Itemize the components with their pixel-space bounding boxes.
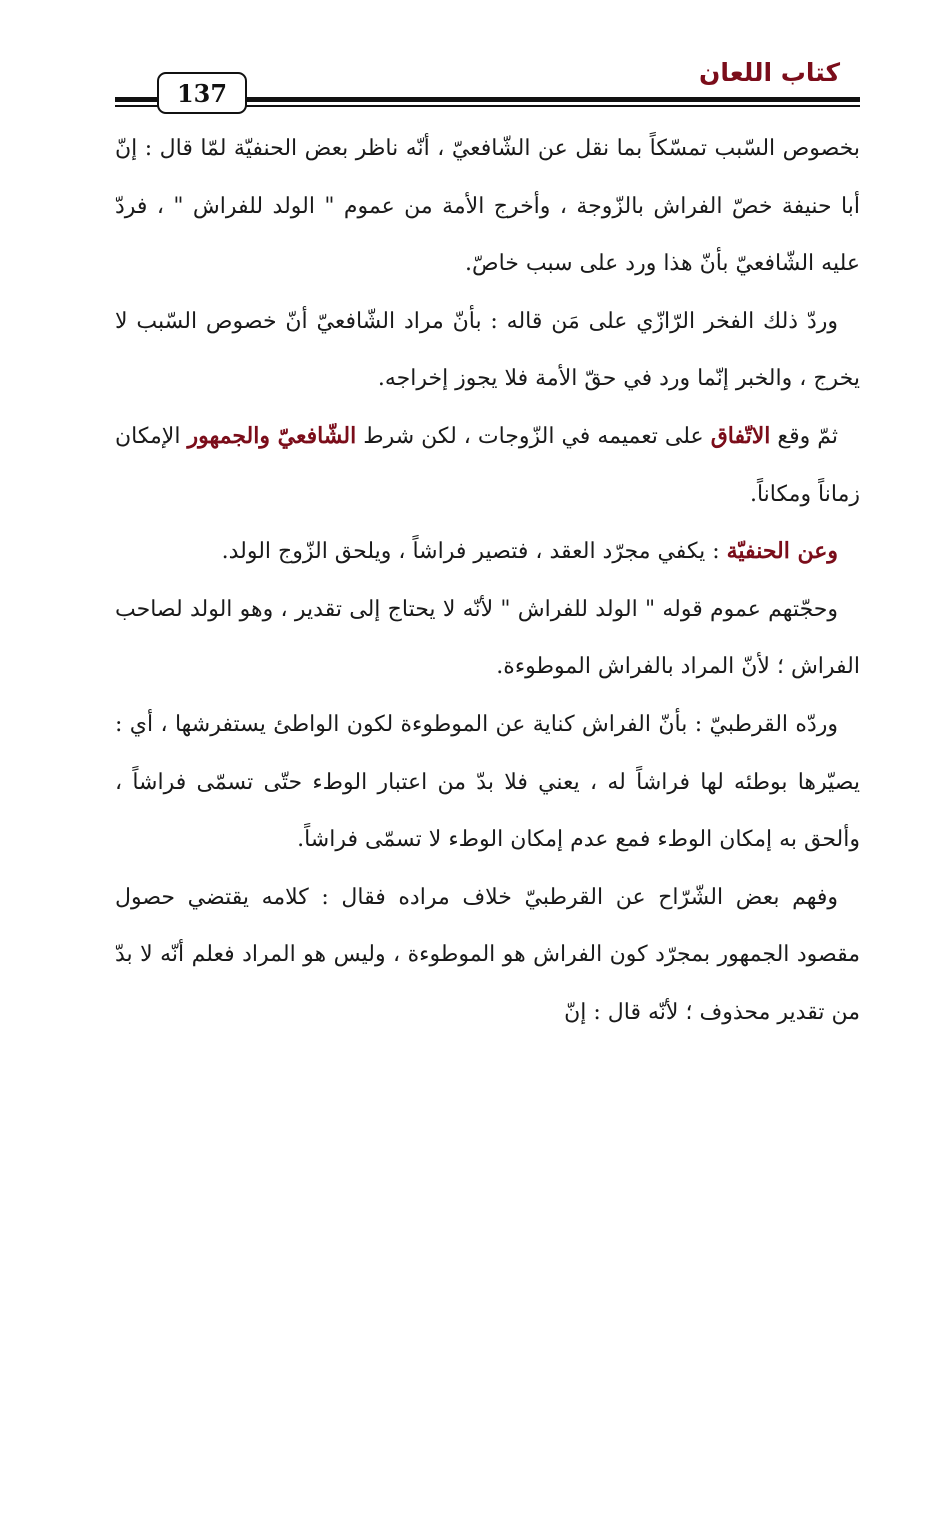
paragraph: [115, 581, 860, 696]
text-run: وردّ ذلك الفخر الرّازّي على مَن قاله : بأنّ مراد الشّافعيّ أنّ خصوص السّبب لا يخرج ، والخبر إنّما ورد في حقّ الأمة فلا يجوز إخراجه.: [115, 308, 860, 392]
paragraph: [115, 869, 860, 1042]
text-run: : يكفي مجرّد العقد ، فتصير فراشاً ، ويلحق الزّوج الولد.: [221, 539, 727, 565]
highlighted-term: الاتّفاق: [710, 422, 771, 449]
text-run: وفهم بعض الشّرّاح عن القرطبيّ خلاف مراده فقال : كلامه يقتضي حصول مقصود الجمهور بمجرّد كون الفراش هو الموطوءة ، وليس هو المراد فعلم أنّه لا بدّ من تقدير محذوف ؛ لأنّه قال : إنّ: [115, 884, 860, 1025]
text-run: وردّه القرطبيّ : بأنّ الفراش كناية عن الموطوءة لكون الواطئ يستفرشها ، أي : يصيّرها بوطئه لها فراشاً له ، يعني فلا بدّ من اعتبار الوطء حتّى تسمّى فراشاً ، وألحق به إمكان الوطء فمع عدم إمكان الوطء لا تسمّى فراشاً.: [115, 711, 860, 853]
text-run: على تعميمه في الزّوجات ، لكن شرط: [356, 423, 711, 449]
paragraph: [115, 523, 860, 581]
body-text: [115, 120, 860, 1042]
paragraph: [115, 120, 860, 293]
paragraph: [115, 408, 860, 523]
paragraph: [115, 293, 860, 408]
paragraph: [115, 696, 860, 869]
text-run: ثمّ وقع: [770, 423, 838, 449]
page-header: [115, 52, 860, 112]
chapter-title: كتاب اللعان: [699, 58, 840, 87]
highlighted-term: وعن الحنفيّة: [726, 538, 838, 565]
text-run: بخصوص السّبب تمسّكاً بما نقل عن الشّافعيّ ، أنّه ناظر بعض الحنفيّة لمّا قال : إنّ أبا حنيفة خصّ الفراش بالزّوجة ، وأخرج الأمة من عموم " الولد للفراش " ، فردّ عليه الشّافعيّ بأنّ هذا ورد على سبب خاصّ.: [115, 136, 860, 277]
text-run: وحجّتهم عموم قوله " الولد للفراش " لأنّه لا يحتاج إلى تقدير ، وهو الولد لصاحب الفراش ؛ لأنّ المراد بالفراش الموطوءة.: [115, 596, 860, 680]
highlighted-term: الشّافعيّ والجمهور: [187, 422, 357, 449]
text-run: الإمكان زماناً ومكاناً.: [115, 423, 860, 507]
page-number-badge: 137: [157, 72, 247, 114]
